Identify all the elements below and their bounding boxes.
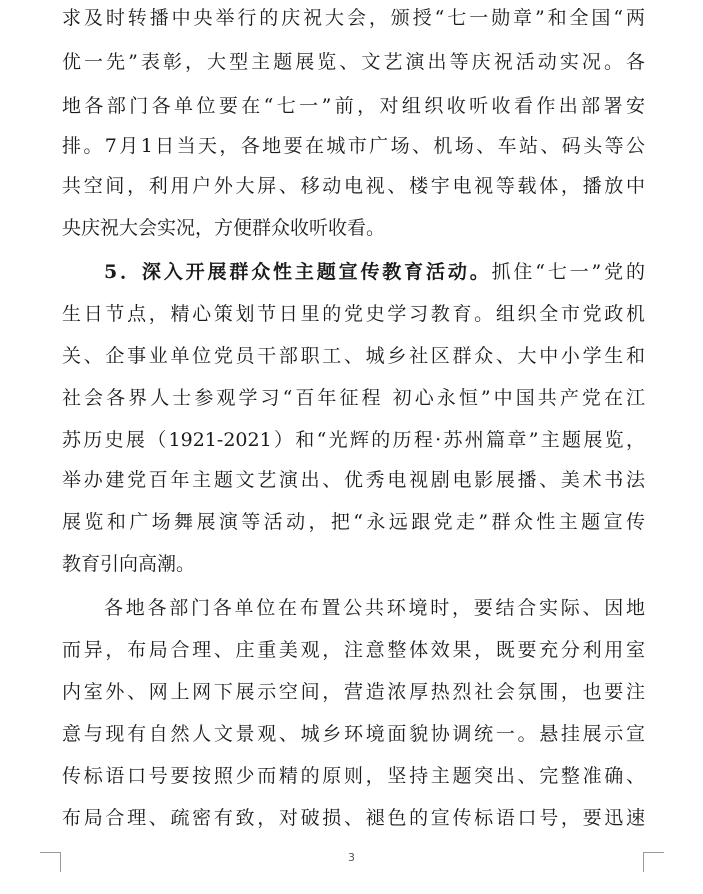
text-line: 地各部门各单位要在“七一”前，对组织收听收看作出部署安: [62, 95, 645, 117]
text-line: 苏历史展（1921-2021）和“光辉的历程·苏州篇章”主题展览，: [62, 429, 645, 451]
section-5-heading: 5．深入开展群众性主题宣传教育活动。: [104, 261, 492, 283]
text-line: 优一先”表彰，大型主题展览、文艺演出等庆祝活动实况。各: [62, 51, 645, 73]
text-line: 而异，布局合理、庄重美观，注意整体效果，既要充分利用室: [62, 639, 645, 661]
text-line: 共空间，利用户外大屏、移动电视、楼宇电视等载体，播放中: [62, 175, 645, 197]
text-line: 展览和广场舞展演等活动，把“永远跟党走”群众性主题宣传: [62, 511, 645, 533]
text-line: 意与现有自然人文景观、城乡环境面貌协调统一。悬挂展示宣: [62, 723, 645, 745]
text-line: 教育引向高潮。: [62, 553, 196, 575]
text-line: 各地各部门各单位在布置公共环境时，要结合实际、因地: [104, 597, 645, 619]
page-number: 3: [348, 851, 355, 864]
text-line: 求及时转播中央举行的庆祝大会，颁授“七一勋章”和全国“两: [62, 7, 645, 29]
text-line: 举办建党百年主题文艺演出、优秀电视剧电影展播、美术书法: [62, 469, 645, 491]
text-line: 传标语口号要按照少而精的原则，坚持主题突出、完整准确、: [62, 765, 645, 787]
text-line: 关、企事业单位党员干部职工、城乡社区群众、大中小学生和: [62, 345, 645, 367]
text-line: 布局合理、疏密有致，对破损、褪色的宣传标语口号，要迅速: [62, 807, 645, 829]
text-line: 排。7月1日当天，各地要在城市广场、机场、车站、码头等公: [62, 135, 645, 157]
text-line: 生日节点，精心策划节日里的党史学习教育。组织全市党政机: [62, 303, 645, 325]
section-5-first-line-rest: 抓住“七一”党的: [491, 261, 645, 283]
text-line: 内室外、网上网下展示空间，营造浓厚热烈社会氛围，也要注: [62, 681, 645, 703]
section-5-first-line: [62, 254, 645, 290]
text-line: 央庆祝大会实况，方便群众收听收看。: [62, 217, 386, 239]
text-line: 社会各界人士参观学习“百年征程 初心永恒”中国共产党在江: [62, 387, 645, 409]
